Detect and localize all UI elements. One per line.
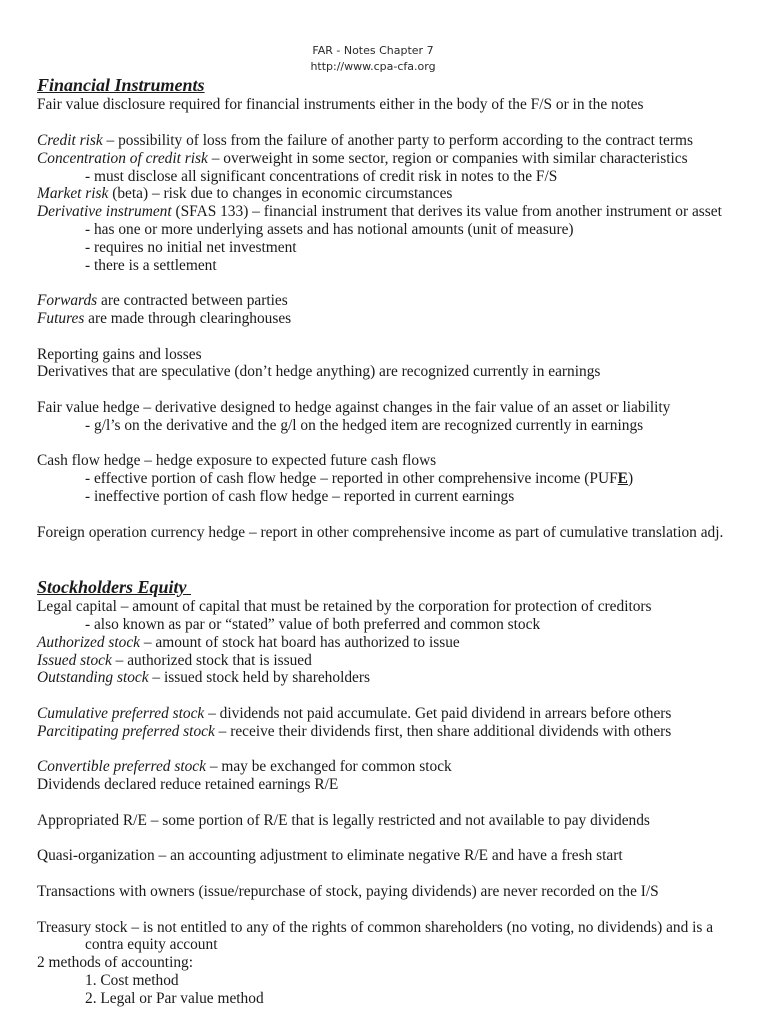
blank-line (37, 901, 757, 919)
definition-term: Cumulative preferred stock (37, 705, 205, 723)
credit-risk-definition (37, 132, 757, 150)
ineffective-portion-note: - ineffective portion of cash flow hedge – reported in current earnings (85, 487, 515, 505)
fair-value-disclosure-line: Fair value disclosure required for financial instruments either in the body of the F/S or in the notes (37, 96, 644, 114)
forwards-definition (37, 292, 757, 310)
definition-text: are made through clearinghouses (84, 309, 292, 327)
issued-stock-definition (37, 652, 757, 670)
blank-line (37, 794, 757, 812)
treasury-stock-definition: Treasury stock – is not entitled to any of the rights of common shareholders (no voting, no dividends) and is a (37, 918, 714, 936)
header-url: http://www.cpa-cfa.org (310, 60, 436, 73)
futures-definition (37, 310, 757, 328)
accounting-method-item: 1. Cost method (85, 972, 179, 990)
derivative-point: - requires no initial net investment (85, 238, 297, 256)
closing-parenthesis: ) (627, 470, 634, 488)
accounting-methods-title: 2 methods of accounting: (37, 954, 194, 972)
definition-text: – authorized stock that is issued (111, 651, 312, 669)
definition-term: Authorized stock (37, 633, 141, 651)
definition-term: Concentration of credit risk (37, 149, 208, 167)
definition-term: Outstanding stock (37, 669, 149, 687)
definition-term: Futures (37, 309, 85, 327)
owner-transactions-line: Transactions with owners (issue/repurchase of stock, paying dividends) are never recorded on the I/S (37, 883, 659, 901)
header-title: FAR - Notes Chapter 7 (312, 44, 434, 57)
blank-line (37, 687, 757, 705)
definition-term: Credit risk (37, 131, 103, 149)
definition-term: Parcitipating preferred stock (37, 722, 215, 740)
definition-text: – issued stock held by shareholders (148, 669, 370, 687)
definition-text: (SFAS 133) – financial instrument that derives its value from another instrument or asset (171, 203, 722, 221)
blank-line (37, 381, 757, 399)
accounting-method-item: 2. Legal or Par value method (85, 989, 264, 1007)
definition-text: – possibility of loss from the failure of another party to perform according to the contract terms (102, 131, 693, 149)
reporting-gains-title: Reporting gains and losses (37, 345, 202, 363)
blank-line (37, 541, 757, 559)
derivative-point: - there is a settlement (85, 256, 217, 274)
definition-text: – dividends not paid accumulate. Get paid dividend in arrears before others (204, 705, 672, 723)
blank-line (37, 830, 757, 848)
blank-line (37, 435, 757, 453)
market-risk-definition (37, 185, 757, 203)
quasi-organization-definition: Quasi-organization – an accounting adjustment to eliminate negative R/E and have a fresh start (37, 847, 623, 865)
concentration-risk-definition (37, 150, 757, 168)
blank-line (37, 274, 757, 292)
blank-line (37, 114, 757, 132)
appropriated-re-definition: Appropriated R/E – some portion of R/E that is legally restricted and not available to pay dividends (37, 811, 650, 829)
participating-preferred-definition (37, 723, 757, 741)
derivative-point: - has one or more underlying assets and has notional amounts (unit of measure) (85, 220, 574, 238)
cumulative-preferred-definition (37, 705, 757, 723)
blank-line (37, 865, 757, 883)
section-heading-stockholders-equity: Stockholders Equity (37, 576, 192, 597)
blank-line (37, 506, 757, 524)
definition-text: – overweight in some sector, region or companies with similar characteristics (207, 149, 688, 167)
blank-line (37, 741, 757, 759)
foreign-operation-hedge-definition: Foreign operation currency hedge – report in other comprehensive income as part of cumulative translation adj. (37, 523, 724, 541)
section-heading-financial-instruments: Financial Instruments (37, 75, 205, 95)
definition-text: – may be exchanged for common stock (205, 758, 452, 776)
emphasized-letter: E (617, 470, 628, 488)
definition-text: (beta) – risk due to changes in economic circumstances (108, 185, 453, 203)
convertible-preferred-definition (37, 758, 757, 776)
effective-portion-text: - effective portion of cash flow hedge – reported in other comprehensive income (PUF (85, 470, 618, 488)
stockholders-equity-section (37, 577, 757, 1008)
derivative-instrument-definition (37, 203, 757, 221)
speculative-derivatives-line: Derivatives that are speculative (don’t hedge anything) are recognized currently in earnings (37, 363, 601, 381)
dividends-declared-line: Dividends declared reduce retained earnings R/E (37, 776, 339, 794)
definition-text: – amount of stock hat board has authorized to issue (140, 633, 460, 651)
blank-line (37, 559, 757, 577)
effective-portion-note (37, 470, 757, 488)
legal-capital-definition: Legal capital – amount of capital that must be retained by the corporation for protection of creditors (37, 598, 652, 616)
document-body (37, 75, 757, 1008)
concentration-risk-note: - must disclose all significant concentrations of credit risk in notes to the F/S (85, 167, 558, 185)
fair-value-hedge-definition: Fair value hedge – derivative designed to hedge against changes in the fair value of an asset or liability (37, 398, 671, 416)
definition-term: Derivative instrument (37, 203, 172, 221)
definition-term: Market risk (37, 185, 109, 203)
definition-text: are contracted between parties (97, 292, 288, 310)
definition-term: Convertible preferred stock (37, 758, 206, 776)
definition-term: Forwards (37, 292, 98, 310)
blank-line (37, 328, 757, 346)
treasury-stock-continuation: contra equity account (85, 936, 218, 954)
cash-flow-hedge-definition: Cash flow hedge – hedge exposure to expected future cash flows (37, 452, 437, 470)
legal-capital-note: - also known as par or “stated” value of both preferred and common stock (85, 616, 541, 634)
fair-value-hedge-note: - g/l’s on the derivative and the g/l on the hedged item are recognized currently in earnings (85, 416, 644, 434)
authorized-stock-definition (37, 634, 757, 652)
definition-text: – receive their dividends first, then share additional dividends with others (214, 722, 672, 740)
financial-instruments-section (37, 75, 757, 577)
outstanding-stock-definition (37, 669, 757, 687)
definition-term: Issued stock (37, 651, 112, 669)
